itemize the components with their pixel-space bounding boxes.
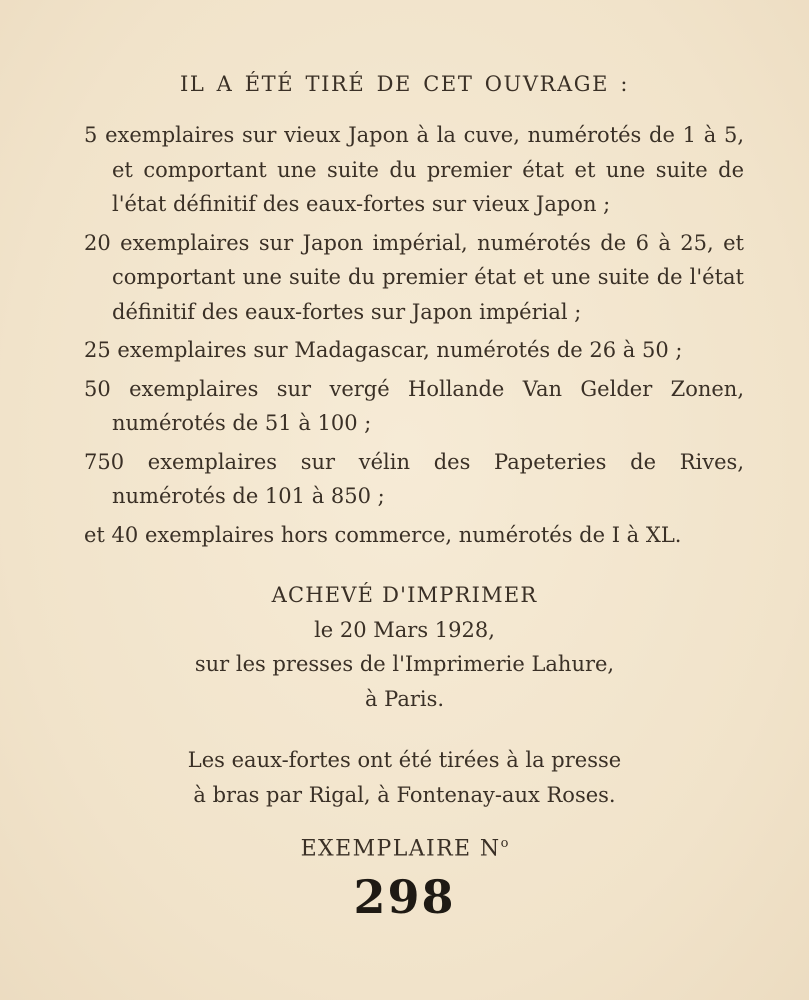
edition-list xyxy=(84,118,744,556)
edition-entry-vieux-japon: 5 exemplaires sur vieux Japon à la cuve, numérotés de 1 à 5, et comportant une suite du premier état et une suite de l'état définitif des eaux-fortes sur vieux Japon ; xyxy=(84,123,744,216)
edition-heading: IL A ÉTÉ TIRÉ DE CET OUVRAGE : xyxy=(179,72,630,96)
colophon-printer: sur les presses de l'Imprimerie Lahure, xyxy=(194,652,615,676)
copy-label-text: EXEMPLAIRE N xyxy=(300,836,501,862)
edition-entry-hors-commerce: et 40 exemplaires hors commerce, numérotés de I à XL. xyxy=(84,522,682,547)
copy-number: 298 xyxy=(353,870,456,924)
engravings-line-2: à bras par Rigal, à Fontenay-aux Roses. xyxy=(193,782,616,807)
copy-label xyxy=(0,836,809,861)
printing-colophon xyxy=(0,578,809,716)
engravings-line-1: Les eaux-fortes ont été tirées à la presse xyxy=(187,748,622,772)
colophon-title: ACHEVÉ D'IMPRIMER xyxy=(271,583,538,607)
edition-entry-madagascar: 25 exemplaires sur Madagascar, numérotés de 26 à 50 ; xyxy=(84,338,683,362)
edition-entry-japon-imperial: 20 exemplaires sur Japon impérial, numérotés de 6 à 25, et comportant une suite du premier état et une suite de l'état définitif des eaux-fortes sur Japon impérial ; xyxy=(84,230,744,324)
colophon-date: le 20 Mars 1928, xyxy=(314,617,495,642)
edition-entry-hollande: 50 exemplaires sur vergé Hollande Van Gelder Zonen, numérotés de 51 à 100 ; xyxy=(84,376,744,435)
edition-entry-velin-rives: 750 exemplaires sur vélin des Papeteries de Rives, numérotés de 101 à 850 ; xyxy=(84,449,744,508)
colophon-place: à Paris. xyxy=(364,686,445,711)
copy-label-superscript: o xyxy=(500,836,509,851)
engravings-note xyxy=(0,743,809,812)
